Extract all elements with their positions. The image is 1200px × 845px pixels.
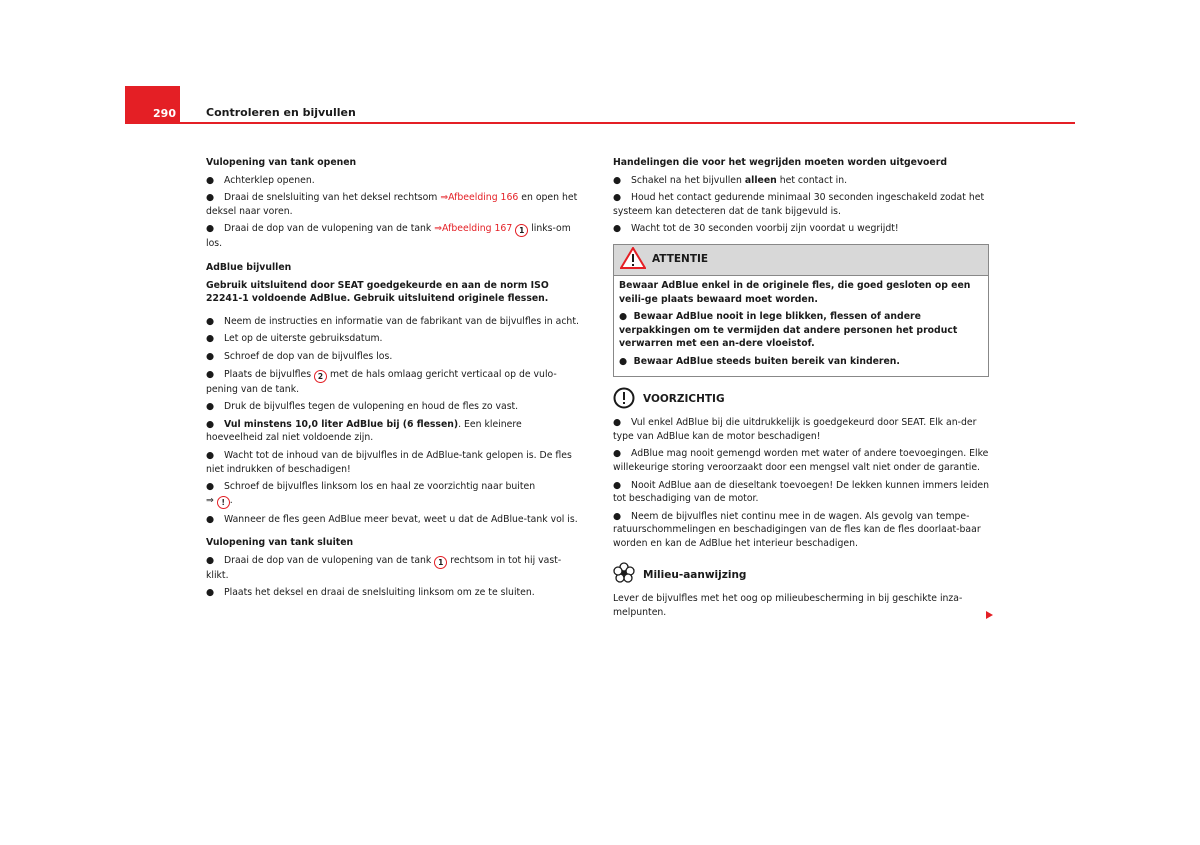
list-item: ● Vul enkel AdBlue bij die uitdrukkelijk is goedgekeurd door SEAT. Elk an-der type van AdBlue kan de motor beschadigen! [613,417,977,442]
list-item: ● Nooit AdBlue aan de dieseltank toevoegen! De lekken kunnen immers leiden tot beschadiging van de motor. [613,479,989,505]
list-item: ● Plaats de bijvulfles 2 met de hals omlaag gericht verticaal op de vulo-pening van de tank. [206,368,557,395]
environment-header [613,562,989,589]
callout-number: 1 [515,224,528,237]
list-item: ● Draai de snelsluiting van het deksel rechtsom ⇒Afbeelding 166 en open het deksel naar voren. [206,192,578,217]
warning-text: ● Bewaar AdBlue nooit in lege blikken, flessen of andere verpakkingen om te vermijden dat andere personen het product verwarren met een an-dere vloeistof. [619,311,958,350]
list-item: ● Let op de uiterste gebruiksdatum. [206,333,383,345]
warning-box [613,244,989,377]
list-item: ● Druk de bijvulfles tegen de vulopening en houd de fles zo vast. [206,401,519,413]
section-title: Vulopening van tank sluiten [206,537,354,549]
callout-number: 1 [434,556,447,569]
list-item: ● Wacht tot de 30 seconden voorbij zijn voordat u wegrijdt! [613,223,899,235]
flower-icon [613,562,635,589]
list-item: ● Draai de dop van de vulopening van de tank 1 rechtsom in tot hij vast-klikt. [206,554,562,581]
caution-title: VOORZICHTIG [643,393,725,406]
page-title: Controleren en bijvullen [206,106,356,119]
caution-header [613,387,989,414]
header-rule [180,122,1075,124]
right-column [613,156,989,624]
list-item: ● Wanneer de fles geen AdBlue meer bevat, weet u dat de AdBlue-tank vol is. [206,513,578,525]
caution-circle-icon [613,387,635,414]
list-item: ● Plaats het deksel en draai de snelsluiting linksom om ze te sluiten. [206,587,535,599]
environment-text: Lever de bijvulfles met het oog op milieubescherming in bij geschikte inza-melpunten. [613,593,963,618]
section-title: Vulopening van tank openen [206,157,357,168]
warning-triangle-icon [620,247,646,274]
list-item: ● Achterklep openen. [206,174,315,186]
section-title: AdBlue bijvullen [206,261,292,273]
section-title: Handelingen die voor het wegrijden moeten worden uitgevoerd [613,157,947,168]
warning-header [614,245,988,276]
figure-link[interactable]: ⇒Afbeelding 166 [440,192,519,204]
warning-text: Bewaar AdBlue enkel in de originele fles, die goed gesloten op een veili-ge plaats bewaard moet worden. [619,279,971,305]
page-number-text: 290 [153,107,176,120]
figure-link[interactable]: ⇒Afbeelding 167 [434,223,513,235]
warning-title: ATTENTIE [652,253,709,266]
list-item: ● Schroef de dop van de bijvulfles los. [206,350,393,362]
page-number [125,86,180,124]
environment-title: Milieu-aanwijzing [643,568,747,581]
list-item: ● Schroef de bijvulfles linksom los en haal ze voorzichtig naar buiten ⇒ ! . [206,481,536,507]
list-item: ● Neem de bijvulfles niet continu mee in de wagen. Als gevolg van tempe-ratuurschommelingen en beschadigingen van de fles kan de fles doorlaat-baar worden en kan de AdBlue het interieur beschadigen. [613,510,981,549]
intro-text: Gebruik uitsluitend door SEAT goedgekeurde en aan de norm ISO 22241-1 voldoende AdBlue. Gebruik uitsluitend originele flessen. [206,279,549,305]
list-item: ● Schakel na het bijvullen alleen het contact in. [613,174,848,186]
list-item: ● Neem de instructies en informatie van de fabrikant van de bijvulfles in acht. [206,315,579,327]
callout-number: 2 [314,370,327,383]
list-item: ● Vul minstens 10,0 liter AdBlue bij (6 flessen). Een kleinere hoeveelheid zal niet voldoende zijn. [206,418,522,444]
list-item: ● Draai de dop van de vulopening van de tank ⇒Afbeelding 167 1 links-om los. [206,223,571,250]
list-item: ● Wacht tot de inhoud van de bijvulfles in de AdBlue-tank gelopen is. De fles niet indrukken of beschadigen! [206,449,572,475]
list-item: ● Houd het contact gedurende minimaal 30 seconden ingeschakeld zodat het systeem kan detecteren dat de tank bijgevuld is. [613,192,985,217]
caution-ref-icon[interactable]: ! [217,496,230,509]
continue-arrow-icon [986,611,993,619]
left-column [206,156,580,604]
list-item: ● AdBlue mag nooit gemengd worden met water of andere toevoegingen. Elke willekeurige storing veroorzaakt door een mengsel valt niet onder de garantie. [613,448,989,473]
warning-text: ● Bewaar AdBlue steeds buiten bereik van kinderen. [619,355,900,367]
